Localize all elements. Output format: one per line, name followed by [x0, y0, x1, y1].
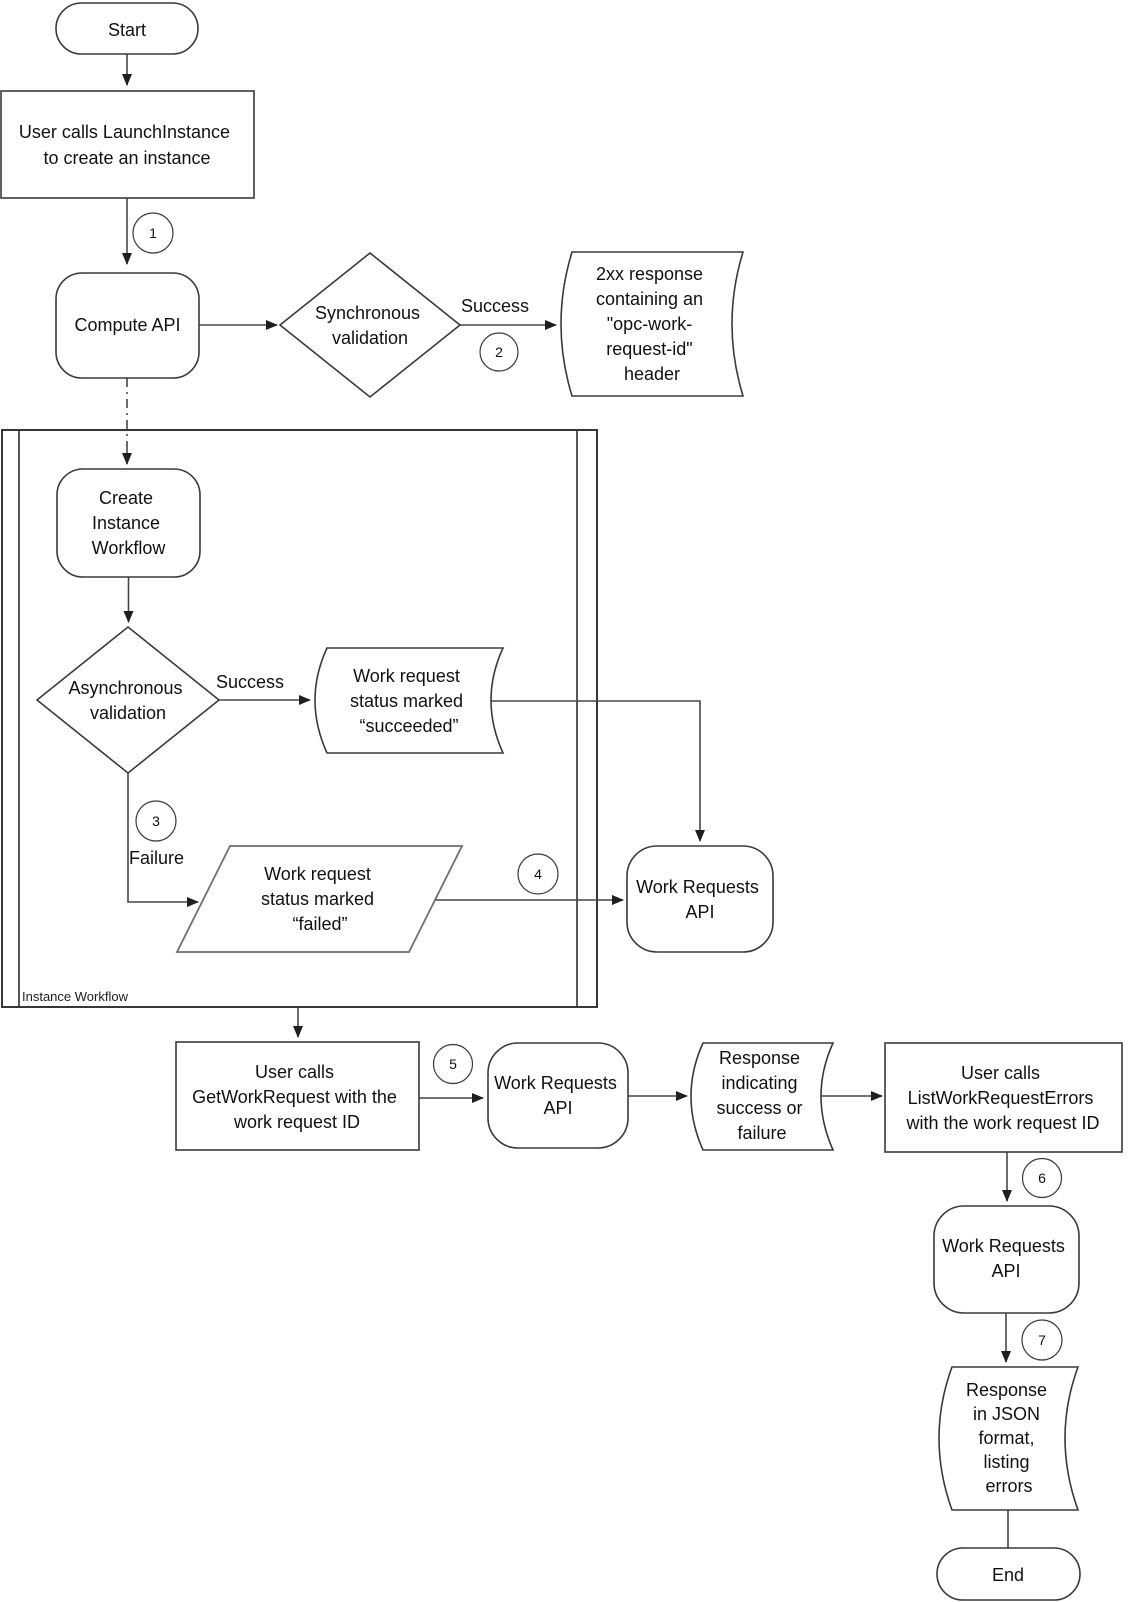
sync-validation-decision-shape — [280, 253, 460, 397]
async-validation-line1: Asynchronous — [68, 678, 183, 698]
node-wr-status-failed — [177, 846, 462, 952]
node-work-requests-api-2 — [488, 1043, 628, 1148]
node-work-requests-api-3 — [934, 1206, 1079, 1313]
node-asynchronous-validation — [37, 627, 219, 773]
step-circle-7 — [1022, 1320, 1062, 1360]
2xx-line5: header — [623, 364, 681, 384]
work-requests-api-2-shape — [488, 1043, 628, 1148]
svg-text:Work request status mark — [350, 666, 468, 736]
response-indicating-line1: Response — [718, 1048, 801, 1068]
response-json-line2: in JSON — [972, 1404, 1041, 1424]
edge-label-success-sync: Success — [460, 296, 530, 316]
wr-api-1-line1: Work Requests — [636, 877, 759, 897]
sync-validation-line1: Synchronous — [314, 303, 421, 323]
response-json-line3: format, — [978, 1428, 1035, 1448]
succeeded-line3: “succeeded” — [359, 716, 459, 736]
step-1-number: 1 — [149, 225, 157, 241]
step-circle-5 — [434, 1045, 473, 1084]
step-7-number: 7 — [1038, 1332, 1046, 1348]
work-requests-api-1-shape — [627, 846, 773, 952]
node-response-success-failure — [691, 1043, 833, 1150]
node-launch-instance — [1, 91, 254, 198]
wr-api-3-line2: API — [991, 1261, 1021, 1281]
node-synchronous-validation — [280, 253, 460, 397]
get-work-request-line3: work request ID — [233, 1112, 361, 1132]
step-circle-2 — [480, 333, 518, 371]
node-start — [56, 3, 198, 54]
async-validation-line2: validation — [89, 703, 167, 723]
succeeded-line1: Work request — [353, 666, 460, 686]
create-workflow-line1: Create — [98, 488, 154, 508]
node-response-json — [939, 1367, 1078, 1510]
launch-instance-line2: to create an instance — [43, 148, 211, 168]
response-indicating-line3: success or — [716, 1098, 803, 1118]
get-work-request-line1: User calls — [254, 1062, 334, 1082]
edge-label-success-async: Success — [215, 672, 285, 692]
failed-line2: status marked — [260, 889, 375, 909]
connector-succeeded-to-work-requests-api — [491, 701, 700, 841]
async-validation-decision-shape — [37, 627, 219, 773]
node-end — [937, 1548, 1080, 1600]
step-4-number: 4 — [534, 866, 542, 882]
2xx-line4: request-id" — [606, 339, 693, 359]
launch-instance-line1: User calls LaunchInstance — [18, 122, 231, 142]
node-wr-status-succeeded — [315, 648, 503, 753]
node-list-work-request-errors — [885, 1043, 1122, 1152]
failed-line3: “failed” — [292, 914, 348, 934]
2xx-line2: containing an — [595, 289, 704, 309]
response-indicating-line2: indicating — [721, 1073, 798, 1093]
sync-validation-line2: validation — [331, 328, 409, 348]
list-wr-errors-line1: User calls — [960, 1063, 1040, 1083]
step-6-number: 6 — [1038, 1170, 1046, 1186]
step-5-number: 5 — [449, 1056, 457, 1072]
node-work-requests-api-1 — [627, 846, 773, 952]
wr-api-2-line2: API — [543, 1098, 573, 1118]
step-circle-1 — [133, 213, 173, 253]
node-create-instance-workflow — [57, 469, 200, 577]
2xx-line1: 2xx response — [595, 264, 704, 284]
step-circle-4 — [518, 854, 558, 894]
list-wr-errors-line3: with the work request ID — [906, 1113, 1100, 1133]
wr-api-1-line2: API — [685, 902, 715, 922]
create-workflow-line2: Instance — [91, 513, 161, 533]
step-circle-6 — [1023, 1159, 1062, 1198]
response-json-line4: listing — [983, 1452, 1030, 1472]
create-workflow-line3: Workflow — [91, 538, 166, 558]
2xx-line3: "opc-work- — [606, 314, 693, 334]
node-2xx-response — [561, 252, 743, 396]
svg-text:Create Instance Wo — [92, 488, 167, 558]
start-label: Start — [107, 20, 147, 40]
work-requests-api-3-shape — [934, 1206, 1079, 1313]
launch-instance-process-shape — [1, 91, 254, 198]
response-json-line5: errors — [985, 1476, 1033, 1496]
wr-api-2-line1: Work Requests — [494, 1073, 617, 1093]
response-indicating-line4: failure — [737, 1123, 787, 1143]
wr-api-3-line1: Work Requests — [942, 1236, 1065, 1256]
node-compute-api — [56, 273, 199, 378]
container-label: Instance Workflow — [22, 989, 128, 1004]
list-wr-errors-line2: ListWorkRequestErrors — [907, 1088, 1094, 1108]
end-label: End — [991, 1565, 1025, 1585]
edge-label-failure: Failure — [129, 848, 185, 868]
step-circle-3 — [136, 801, 176, 841]
step-3-number: 3 — [152, 813, 160, 829]
failed-line1: Work request — [264, 864, 371, 884]
get-work-request-line2: GetWorkRequest with the — [192, 1087, 397, 1107]
response-json-line1: Response — [965, 1380, 1048, 1400]
step-2-number: 2 — [495, 344, 503, 360]
compute-api-label: Compute API — [74, 315, 181, 335]
succeeded-line2: status marked — [349, 691, 464, 711]
node-get-work-request — [176, 1042, 419, 1150]
